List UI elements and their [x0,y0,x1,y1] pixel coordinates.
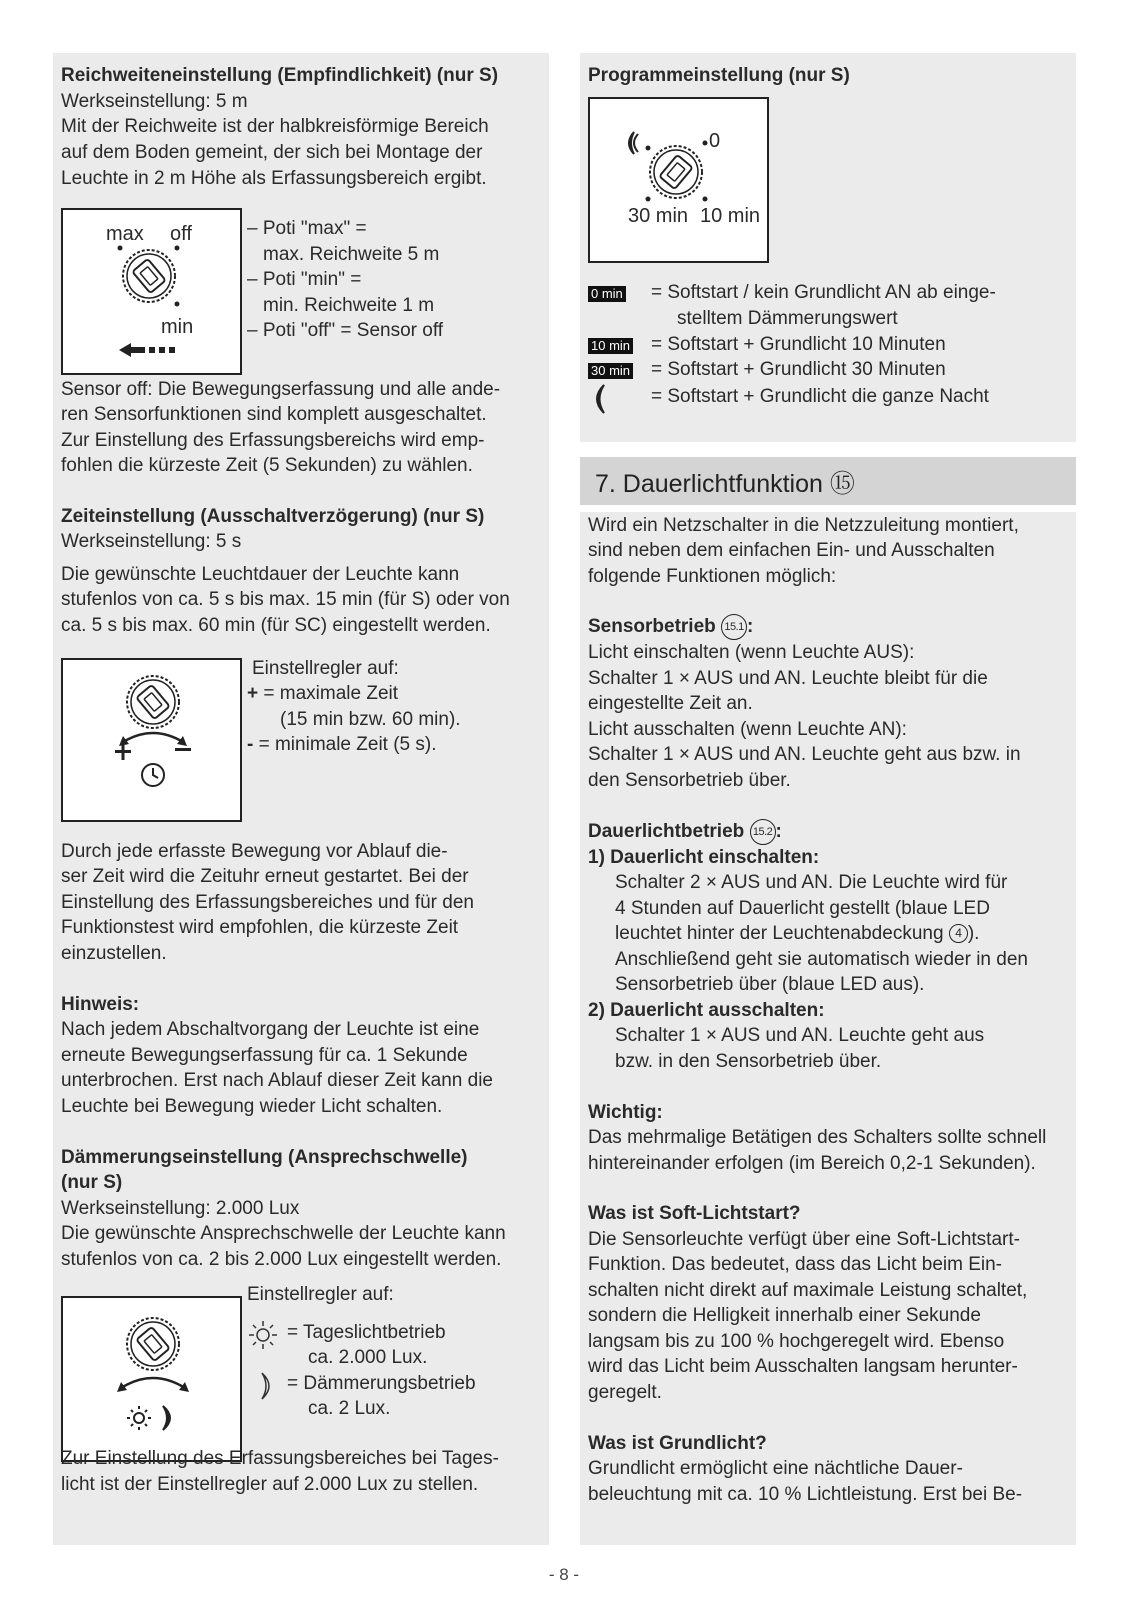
soft-line: schalten nicht direkt auf maximale Leistung schaltet, [588,1280,1028,1301]
time-line: Werkseinstellung: 5 s [61,531,242,552]
time-line: stufenlos von ca. 5 s bis max. 15 min (für S) oder von [61,589,510,610]
on-line: Schalter 2 × AUS und AN. Die Leuchte wird für [615,872,1008,893]
ref-4: 4 [949,924,968,943]
time-after: Einstellung des Erfassungsbereiches und für den [61,892,474,913]
perm-heading-text: Dauerlichtbetrieb [588,821,745,843]
dusk-legend-title: Einstellregler auf: [247,1284,394,1305]
off-heading: 2) Dauerlicht ausschalten: [588,1000,825,1021]
time-legend-minus [247,732,437,758]
range-after: Zur Einstellung des Erfassungsbereichs wird emp- [61,430,485,451]
dusk-after: Zur Einstellung des Erfassungsbereiches bei Tages- [61,1448,499,1469]
time-after: Funktionstest wird empfohlen, die kürzeste Zeit [61,917,459,938]
important-line: Das mehrmalige Betätigen des Schalters sollte schnell [588,1127,1047,1148]
range-line: auf dem Boden gemeint, der sich bei Montage der [61,142,483,163]
program-knob-icon [590,99,767,261]
sensor-heading-text: Sensorbetrieb [588,616,716,638]
ref-15-1: 15.1 [721,614,747,640]
important-heading: Wichtig: [588,1102,663,1123]
hint-line: erneute Bewegungserfassung für ca. 1 Sekunde [61,1045,468,1066]
section-heading [580,457,1076,505]
time-line: Die gewünschte Leuchtdauer der Leuchte kann [61,564,460,585]
base-heading: Was ist Grundlicht? [588,1433,767,1454]
dusk-line: Werkseinstellung: 2.000 Lux [61,1198,300,1219]
intro-line: Wird ein Netzschalter in die Netzzuleitung montiert, [588,515,1019,536]
important-line: hintereinander erfolgen (im Bereich 0,2-1 Sekunden). [588,1153,1036,1174]
max-label: max [106,223,144,245]
sensor-line: den Sensorbetrieb über. [588,770,791,791]
soft-line: Funktion. Das bedeutet, dass das Licht beim Ein- [588,1254,1003,1275]
sensor-heading: Sensorbetrieb 15.1 : [588,614,753,640]
sensor-line: Licht ausschalten (wenn Leuchte AN): [588,719,907,740]
off-line: Schalter 1 × AUS und AN. Leuchte geht aus [615,1025,985,1046]
time-legend-plus [247,681,398,707]
range-line: Werkseinstellung: 5 m [61,91,248,112]
range-diagram [61,208,242,375]
intro-line: sind neben dem einfachen Ein- und Ausschalten [588,540,995,561]
program-row [588,280,626,306]
tag-0min: 0 min [588,286,626,302]
base-line: beleuchtung mit ca. 10 % Lichtleistung. Erst bei Be- [588,1484,1023,1505]
soft-line: Die Sensorleuchte verfügt über eine Soft-Lichtstart- [588,1229,1020,1250]
time-after: ser Zeit wird die Zeituhr erneut gestartet. Bei der [61,866,469,887]
plus-text: = maximale Zeit [258,683,399,704]
sensor-line: eingestellte Zeit an. [588,693,753,714]
dusk-night-text: = Dämmerungsbetrieb [287,1373,476,1394]
range-line: Mit der Reichweite ist der halbkreisförmige Bereich [61,116,489,137]
hint-line: unterbrochen. Erst nach Ablauf dieser Zeit kann die [61,1070,493,1091]
range-legend: – Poti "min" = [247,269,362,290]
time-after: Durch jede erfasste Bewegung vor Ablauf die- [61,841,448,862]
range-after: fohlen die kürzeste Zeit (5 Sekunden) zu wählen. [61,455,473,476]
dusk-diagram [61,1296,242,1462]
range-legend: min. Reichweite 1 m [263,295,435,316]
range-heading: Reichweiteneinstellung (Empfindlichkeit) (nur S) [61,65,499,86]
zero-label: 0 [709,130,721,152]
time-heading: Zeiteinstellung (Ausschaltverzögerung) (nur S) [61,506,485,527]
sun-icon [248,1320,278,1350]
time-after: einzustellen. [61,943,167,964]
on-line: Sensorbetrieb über (blaue LED aus). [615,974,925,995]
dusk-line: Die gewünschte Ansprechschwelle der Leuchte kann [61,1223,506,1244]
on-line-ref: leuchtet hinter der Leuchtenabdeckung 4 ). [615,923,980,944]
on-line: Anschließend geht sie automatisch wieder in den [615,949,1028,970]
program-row-text: = Softstart + Grundlicht 30 Minuten [651,359,946,380]
dusk-line: stufenlos von ca. 2 bis 2.000 Lux eingestellt werden. [61,1249,502,1270]
time-line: ca. 5 s bis max. 60 min (für SC) eingestellt werden. [61,615,491,636]
time-diagram [61,658,242,822]
sensor-line: Schalter 1 × AUS und AN. Leuchte geht aus bzw. in [588,744,1021,765]
program-row-text: = Softstart / kein Grundlicht AN ab einge- [651,282,996,303]
program-row-text-2: stelltem Dämmerungswert [677,308,898,329]
soft-line: langsam bis zu 100 % hochgeregelt wird. Ebenso [588,1331,1005,1352]
dusk-day-text-2: ca. 2.000 Lux. [308,1347,428,1368]
soft-heading: Was ist Soft-Lichtstart? [588,1203,801,1224]
range-legend: max. Reichweite 5 m [263,244,440,265]
intro-line: folgende Funktionen möglich: [588,566,837,587]
range-after: ren Sensorfunktionen sind komplett ausgeschaltet. [61,404,487,425]
ref-15-2: 15.2 [750,819,776,845]
perm-heading: Dauerlichtbetrieb 15.2 : [588,819,782,845]
on-line: leuchtet hinter der Leuchtenabdeckung [615,923,944,944]
soft-line: sondern die Helligkeit innerhalb einer Sekunde [588,1305,981,1326]
moon-icon [254,1370,278,1402]
min-label: min [161,316,194,338]
soft-line: geregelt. [588,1382,662,1403]
tag-10min: 10 min [588,338,633,354]
time-legend-title: Einstellregler auf: [252,658,399,679]
dusk-day-text: = Tageslichtbetrieb [287,1322,446,1343]
program-diagram [588,97,769,263]
program-heading: Programmeinstellung (nur S) [588,65,850,86]
hint-heading: Hinweis: [61,994,140,1015]
time-knob-icon [63,660,240,820]
dusk-knob-icon [63,1298,240,1460]
section-title: 7. Dauerlichtfunktion ⑮ [595,470,855,498]
range-line: Leuchte in 2 m Höhe als Erfassungsbereich ergibt. [61,168,487,189]
range-after: Sensor off: Die Bewegungserfassung und alle ande- [61,379,501,400]
sensor-line: Schalter 1 × AUS und AN. Leuchte bleibt für die [588,668,988,689]
minus-text: = minimale Zeit (5 s). [253,734,437,755]
program-row [588,357,633,383]
range-legend: – Poti "max" = [247,218,367,239]
hint-line: Nach jedem Abschaltvorgang der Leuchte ist eine [61,1019,480,1040]
hint-line: Leuchte bei Bewegung wieder Licht schalten. [61,1096,443,1117]
minus-symbol: - [247,734,254,755]
base-line: Grundlicht ermöglicht eine nächtliche Dauer- [588,1458,963,1479]
range-knob-icon [63,210,240,373]
plus-symbol: + [247,683,259,704]
dusk-night-text-2: ca. 2 Lux. [308,1398,391,1419]
off-label: off [170,223,192,245]
dusk-heading-2: (nur S) [61,1172,123,1193]
program-row [588,332,633,358]
on-line: 4 Stunden auf Dauerlicht gestellt (blaue LED [615,898,990,919]
tag-30min: 30 min [588,363,633,379]
on-heading: 1) Dauerlicht einschalten: [588,847,820,868]
min10-label: 10 min [700,205,761,227]
range-legend: – Poti "off" = Sensor off [247,320,444,341]
off-line: bzw. in den Sensorbetrieb über. [615,1051,882,1072]
time-legend-plus-2: (15 min bzw. 60 min). [280,709,461,730]
min30-label: 30 min [628,205,689,227]
program-row-text: = Softstart + Grundlicht 10 Minuten [651,334,946,355]
program-row-text: = Softstart + Grundlicht die ganze Nacht [651,386,989,407]
night-moon-icon [588,383,612,415]
soft-line: wird das Licht beim Ausschalten langsam herunter- [588,1356,1018,1377]
page-number: - 8 - [548,1565,580,1584]
dusk-heading: Dämmerungseinstellung (Ansprechschwelle) [61,1147,468,1168]
dusk-after: licht ist der Einstellregler auf 2.000 Lux zu stellen. [61,1474,479,1495]
sensor-line: Licht einschalten (wenn Leuchte AUS): [588,642,915,663]
